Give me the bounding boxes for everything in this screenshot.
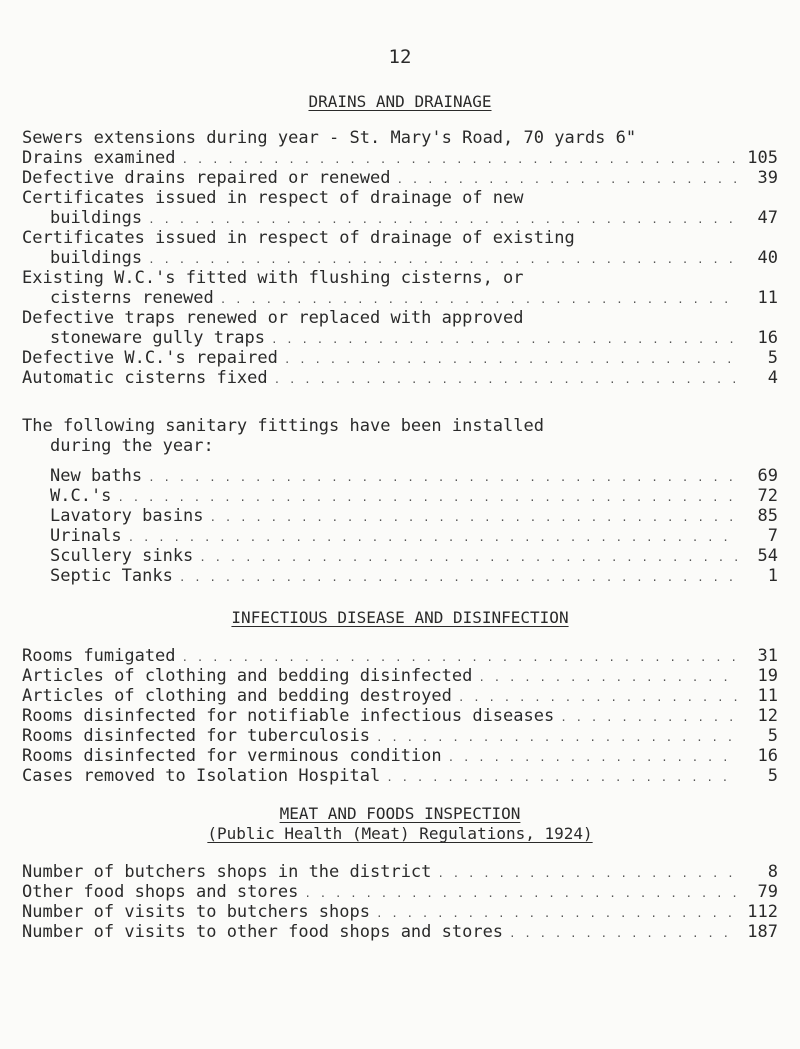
clothing-disinfected-row: Articles of clothing and bedding disinfected . . . 19 [22, 666, 778, 686]
certificates-existing-line1: Certificates issued in respect of drainage of existing [22, 228, 575, 248]
septic-tanks-row: Septic Tanks . . . 1 [50, 566, 778, 586]
certificates-new-row: buildings . . . 47 [50, 208, 778, 228]
visits-other-food-row: Number of visits to other food shops and stores . . . 187 [22, 922, 778, 942]
existing-wc-line1: Existing W.C.'s fitted with flushing cisterns, or [22, 268, 524, 288]
defective-traps-line1: Defective traps renewed or replaced with approved [22, 308, 524, 328]
urinals-row: Urinals . . . 7 [50, 526, 778, 546]
cases-isolation-row: Cases removed to Isolation Hospital . . . 5 [22, 766, 778, 786]
rooms-fumigated-row: Rooms fumigated . . . 31 [22, 646, 778, 666]
meat-subheading: (Public Health (Meat) Regulations, 1924) [207, 824, 593, 843]
visits-butchers-row: Number of visits to butchers shops . . . 112 [22, 902, 778, 922]
wc-row: W.C.'s . . . 72 [50, 486, 778, 506]
other-food-shops-row: Other food shops and stores . . . 79 [22, 882, 778, 902]
butchers-shops-row: Number of butchers shops in the district . . . 8 [22, 862, 778, 882]
rooms-verminous-row: Rooms disinfected for verminous condition . . . 16 [22, 746, 778, 766]
lavatory-basins-row: Lavatory basins . . . 85 [50, 506, 778, 526]
page-number: 12 [388, 46, 412, 68]
sanitary-intro-line1: The following sanitary fittings have been installed [22, 416, 544, 436]
defective-drains-row: Defective drains repaired or renewed . . . 39 [22, 168, 778, 188]
infectious-heading: INFECTIOUS DISEASE AND DISINFECTION [231, 608, 569, 627]
defective-traps-row: stoneware gully traps . . . 16 [50, 328, 778, 348]
defective-wc-row: Defective W.C.'s repaired . . . 5 [22, 348, 778, 368]
drains-examined-row: Drains examined . . . 105 [22, 148, 778, 168]
meat-heading: MEAT AND FOODS INSPECTION [279, 804, 521, 823]
rooms-tuberculosis-row: Rooms disinfected for tuberculosis . . . 5 [22, 726, 778, 746]
scullery-sinks-row: Scullery sinks . . . 54 [50, 546, 778, 566]
new-baths-row: New baths . . . 69 [50, 466, 778, 486]
automatic-cisterns-row: Automatic cisterns fixed . . . 4 [22, 368, 778, 388]
certificates-new-line1: Certificates issued in respect of drainage of new [22, 188, 524, 208]
drains-heading: DRAINS AND DRAINAGE [308, 92, 492, 111]
existing-wc-row: cisterns renewed . . . 11 [50, 288, 778, 308]
rooms-notifiable-row: Rooms disinfected for notifiable infectious diseases . . . 12 [22, 706, 778, 726]
sanitary-intro-line2: during the year: [50, 436, 214, 456]
sewers-extensions-line: Sewers extensions during year - St. Mary's Road, 70 yards 6" [22, 128, 637, 148]
clothing-destroyed-row: Articles of clothing and bedding destroyed . . . 11 [22, 686, 778, 706]
certificates-existing-row: buildings . . . 40 [50, 248, 778, 268]
